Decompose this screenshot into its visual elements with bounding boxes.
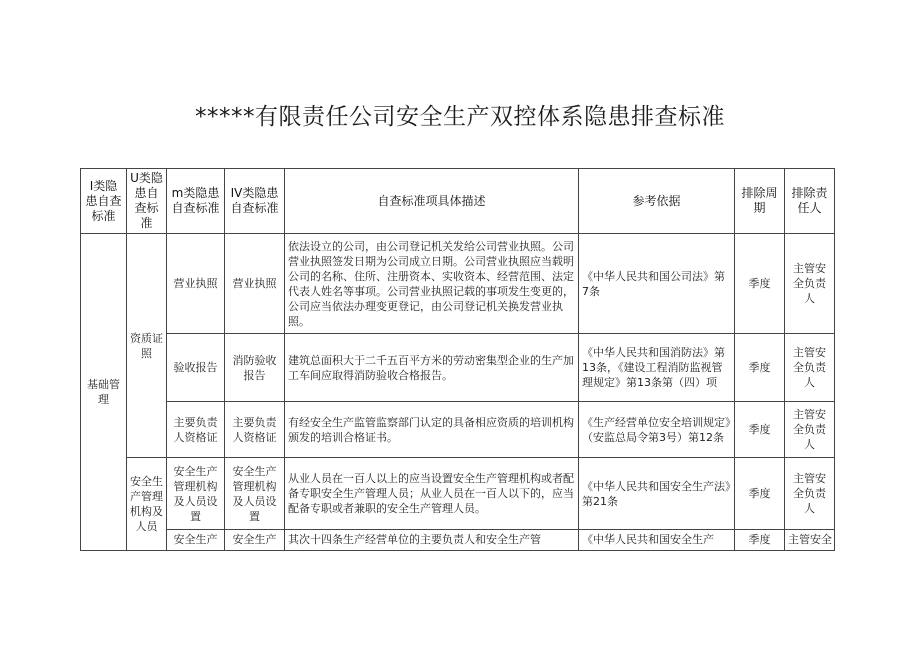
category-basic-management: 基础管理 — [81, 234, 127, 551]
row-owner: 主管安全 — [785, 530, 835, 551]
row-cycle: 季度 — [735, 458, 785, 530]
row-owner: 主管安全负责人 — [785, 234, 835, 334]
row-class-4: 安全生产 — [225, 530, 285, 551]
row-reference: 《中华人民共和国消防法》第13条，《建设工程消防监视管理规定》第13条第（四）项 — [579, 334, 735, 402]
row-reference: 《生产经营单位安全培训规定》（安监总局令第3号）第12条 — [579, 402, 735, 458]
row-class-4: 安全生产管理机构及人员设置 — [225, 458, 285, 530]
table-row — [81, 530, 835, 551]
row-class-3: 验收报告 — [167, 334, 225, 402]
table-header-row — [81, 169, 835, 234]
row-description: 依法设立的公司，由公司登记机关发给公司营业执照。公司营业执照签发日期为公司成立日期。公司营业执照应当载明公司的名称、住所、注册资本、实收资本、经营范围、法定代表人姓名等事项。公司营业执照记载的事项发生变更的，公司应当依法办理变更登记，由公司登记机关换发营业执照。 — [285, 234, 579, 334]
row-class-3: 主要负责人资格证 — [167, 402, 225, 458]
row-owner: 主管安全负责人 — [785, 458, 835, 530]
category-safety-management-org: 安全生产管理机构及人员 — [127, 458, 167, 551]
row-reference: 《中华人民共和国公司法》第7条 — [579, 234, 735, 334]
row-cycle: 季度 — [735, 402, 785, 458]
header-cycle: 排除周期 — [735, 169, 785, 234]
header-class-4: IV类隐患自查标准 — [225, 169, 285, 234]
table-row — [81, 234, 835, 334]
header-description: 自查标准项具体描述 — [285, 169, 579, 234]
row-description: 从业人员在一百人以上的应当设置安全生产管理机构或者配备专职安全生产管理人员；从业人员在一百人以下的，应当配备专职或者兼职的安全生产管理人员。 — [285, 458, 579, 530]
row-description: 其次十四条生产经营单位的主要负责人和安全生产管 — [285, 530, 579, 551]
header-class-2: U类隐患自查标准 — [127, 169, 167, 234]
category-qualification-licenses: 资质证照 — [127, 234, 167, 458]
row-class-3: 营业执照 — [167, 234, 225, 334]
table-row — [81, 458, 835, 530]
row-class-3: 安全生产管理机构及人员设置 — [167, 458, 225, 530]
row-owner: 主管安全负责人 — [785, 402, 835, 458]
row-class-4: 营业执照 — [225, 234, 285, 334]
table-row — [81, 402, 835, 458]
row-class-3: 安全生产 — [167, 530, 225, 551]
row-class-4: 消防验收报告 — [225, 334, 285, 402]
header-reference: 参考依据 — [579, 169, 735, 234]
page-title: *****有限责任公司安全生产双控体系隐患排查标准 — [195, 104, 725, 130]
row-class-4: 主要负责人资格证 — [225, 402, 285, 458]
row-cycle: 季度 — [735, 234, 785, 334]
row-owner: 主管安全负责人 — [785, 334, 835, 402]
row-description: 有经安全生产监管监察部门认定的具备相应资质的培训机构颁发的培训合格证书。 — [285, 402, 579, 458]
row-cycle: 季度 — [735, 334, 785, 402]
row-reference: 《中华人民共和国安全生产 — [579, 530, 735, 551]
row-cycle: 季度 — [735, 530, 785, 551]
header-class-1: I类隐患自查标准 — [81, 169, 127, 234]
row-reference: 《中华人民共和国安全生产法》第21条 — [579, 458, 735, 530]
row-description: 建筑总面积大于二千五百平方米的劳动密集型企业的生产加工车间应取得消防验收合格报告。 — [285, 334, 579, 402]
header-owner: 排除责任人 — [785, 169, 835, 234]
table-row — [81, 334, 835, 402]
hazard-standard-table — [80, 168, 835, 551]
header-class-3: m类隐患自查标准 — [167, 169, 225, 234]
